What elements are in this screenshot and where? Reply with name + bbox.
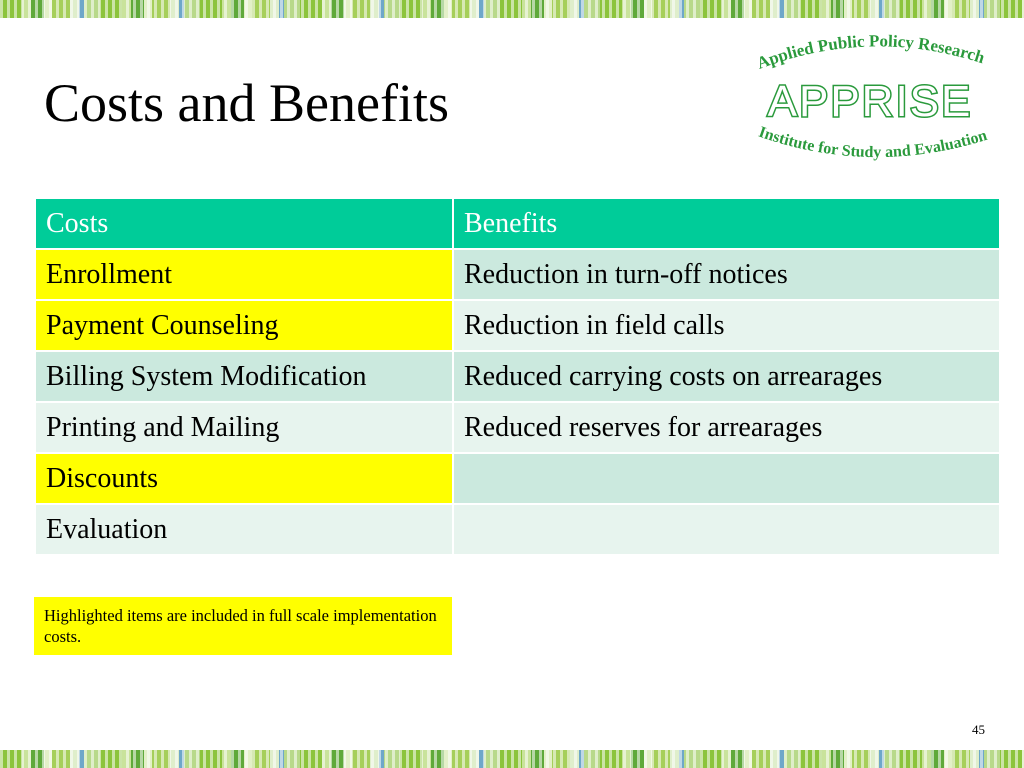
- benefit-cell: Reduction in turn-off notices: [453, 249, 1000, 300]
- table-row: [35, 249, 1000, 300]
- cost-cell: Evaluation: [35, 504, 453, 555]
- decorative-border-bottom: [0, 750, 1024, 768]
- table-row: [35, 351, 1000, 402]
- table-header-row: [35, 198, 1000, 249]
- cost-cell: Billing System Modification: [35, 351, 453, 402]
- table-row: [35, 402, 1000, 453]
- logo-top-arc-text: Applied Public Policy Research: [754, 31, 988, 73]
- decorative-border-top: [0, 0, 1024, 18]
- table-row: [35, 453, 1000, 504]
- apprise-logo: [728, 30, 1012, 178]
- slide-number: 45: [972, 722, 985, 737]
- benefit-cell: Reduced carrying costs on arrearages: [453, 351, 1000, 402]
- benefit-cell: [453, 504, 1000, 555]
- table-row: [35, 504, 1000, 555]
- logo-bottom-arc-text: Institute for Study and Evaluation: [756, 123, 990, 162]
- table-row: [35, 300, 1000, 351]
- logo-name: APPRISE: [767, 77, 973, 126]
- cost-cell: Discounts: [35, 453, 453, 504]
- cost-cell: Payment Counseling: [35, 300, 453, 351]
- benefit-cell: [453, 453, 1000, 504]
- cost-cell: Enrollment: [35, 249, 453, 300]
- header-benefits: Benefits: [453, 198, 1000, 249]
- costs-benefits-table: [34, 197, 1001, 556]
- header-costs: Costs: [35, 198, 453, 249]
- highlight-note: Highlighted items are included in full scale implementation costs.: [34, 597, 452, 655]
- slide-title: Costs and Benefits: [44, 73, 449, 133]
- cost-cell: Printing and Mailing: [35, 402, 453, 453]
- benefit-cell: Reduced reserves for arrearages: [453, 402, 1000, 453]
- benefit-cell: Reduction in field calls: [453, 300, 1000, 351]
